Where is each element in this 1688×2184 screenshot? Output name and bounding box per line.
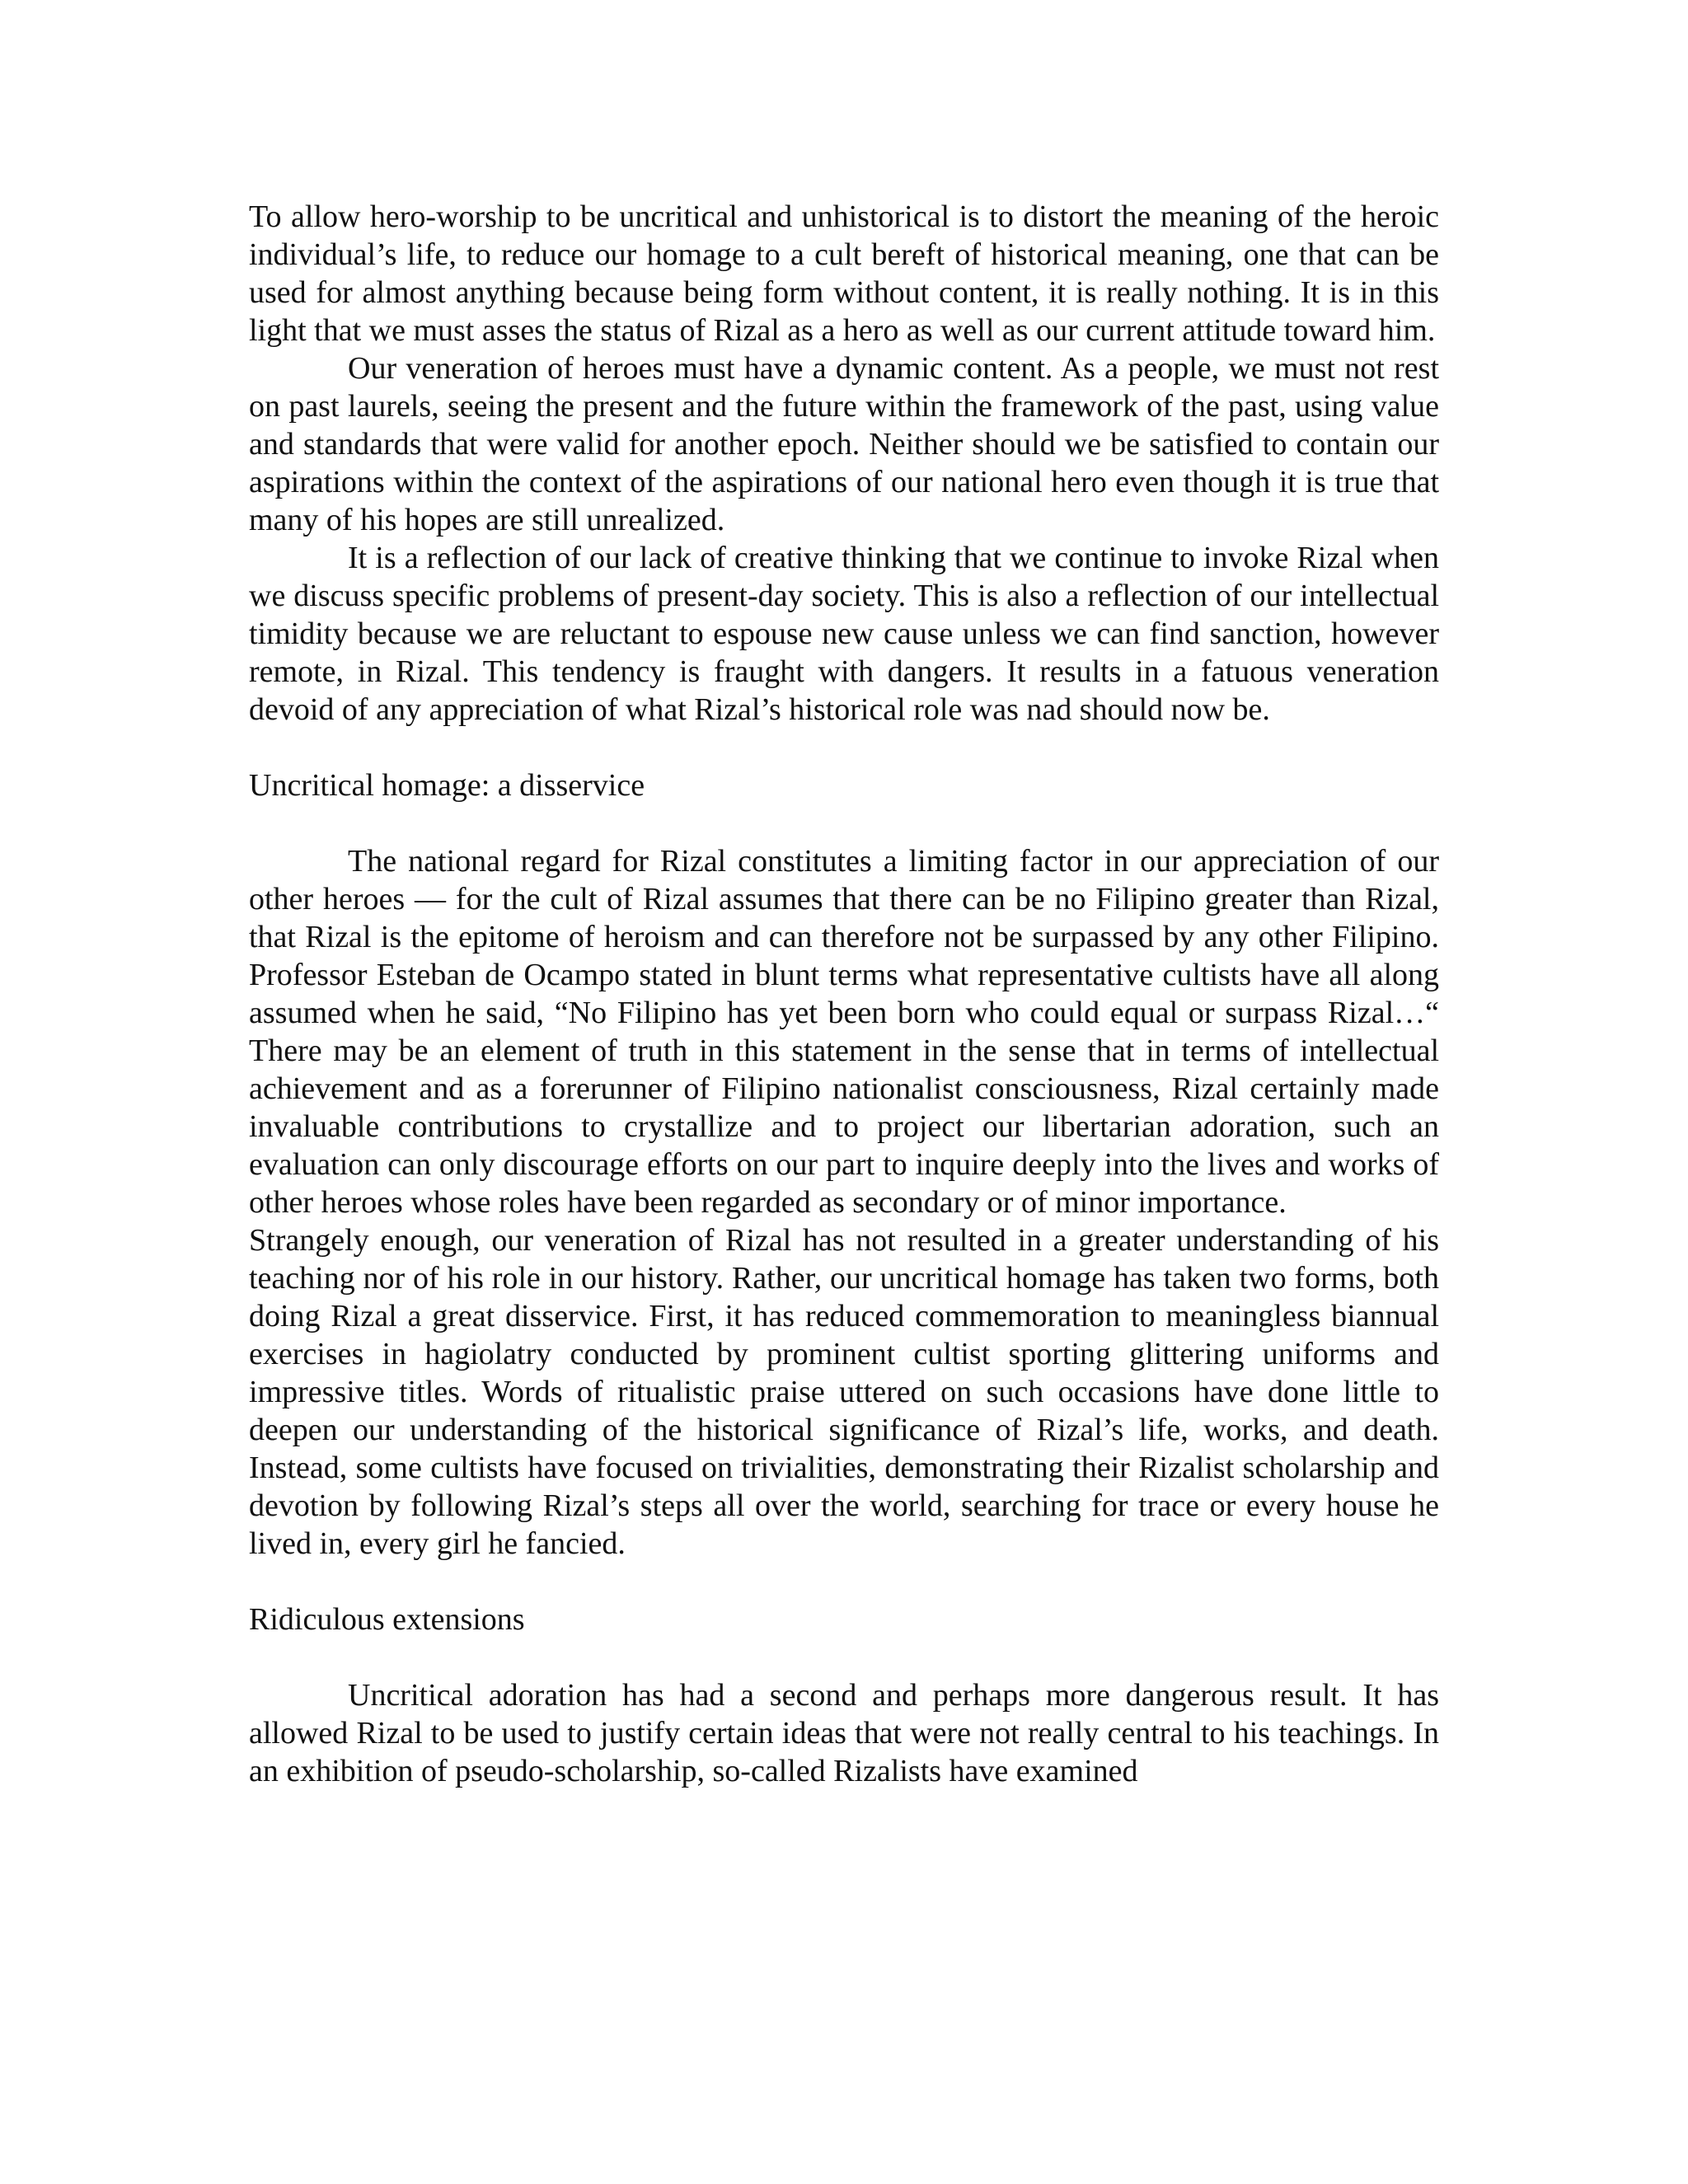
paragraph-hero-worship: To allow hero-worship to be uncritical and unhistorical is to distort the meaning of the heroic individual’s life, to reduce our homage to a cult bereft of historical meaning, one that can be used for almost anything because being form without content, it is really nothing. It is in this light that we must asses the status of Rizal as a hero as well as our current attitude toward him.	[249, 199, 1439, 348]
section-spacer	[249, 804, 1439, 842]
paragraph-strangely-enough: Strangely enough, our veneration of Rizal has not resulted in a greater understanding of his teaching nor of his role in our history. Rather, our uncritical homage has taken two forms, both doing Rizal a great disservice. First, it has reduced commemoration to meaningless biannual exercises in hagiolatry conducted by prominent cultist sporting glittering uniforms and impressive titles. Words of ritualistic praise uttered on such occasions have done little to deepen our understanding of the historical significance of Rizal’s life, works, and death. Instead, some cultists have focused on trivialities, demonstrating their Rizalist scholarship and devotion by following Rizal’s steps all over the world, searching for trace or every house he lived in, every girl he fancied.	[249, 1223, 1439, 1561]
paragraph-uncritical-adoration: Uncritical adoration has had a second and perhaps more dangerous result. It has allowed Rizal to be used to justify certain ideas that were not really central to his teachings. In an exhibition of pseudo-scholarship, so-called Rizalists have examined	[249, 1678, 1439, 1788]
section-spacer	[249, 729, 1439, 766]
paragraph-creative-thinking: It is a reflection of our lack of creative thinking that we continue to invoke Rizal when we discuss specific problems of present-day society. This is also a reflection of our intellectual timidity because we are reluctant to espouse new cause unless we can find sanction, however remote, in Rizal. This tendency is fraught with dangers. It results in a fatuous veneration devoid of any appreciation of what Rizal’s historical role was nad should now be.	[249, 541, 1439, 727]
paragraph-national-regard: The national regard for Rizal constitutes a limiting factor in our appreciation of our other heroes — for the cult of Rizal assumes that there can be no Filipino greater than Rizal, that Rizal is the epitome of heroism and can therefore not be surpassed by any other Filipino. Professor Esteban de Ocampo stated in blunt terms what representative cultists have all along assumed when he said, “No Filipino has yet been born who could equal or surpass Rizal…“ There may be an element of truth in this statement in the sense that in terms of intellectual achievement and as a forerunner of Filipino nationalist consciousness, Rizal certainly made invaluable contributions to crystallize and to project our libertarian adoration, such an evaluation can only discourage efforts on our part to inquire deeply into the lives and works of other heroes whose roles have been regarded as secondary or of minor importance.	[249, 844, 1439, 1220]
section-spacer	[249, 1638, 1439, 1676]
section-heading-uncritical-homage: Uncritical homage: a disservice	[249, 768, 645, 803]
paragraph-dynamic-content: Our veneration of heroes must have a dynamic content. As a people, we must not rest on past laurels, seeing the present and the future within the framework of the past, using value and standards that were valid for another epoch. Neither should we be satisfied to contain our aspirations within the context of the aspirations of our national hero even though it is true that many of his hopes are still unrealized.	[249, 351, 1439, 537]
section-heading-ridiculous-extensions: Ridiculous extensions	[249, 1602, 525, 1637]
section-spacer	[249, 1563, 1439, 1601]
document-body	[249, 198, 1439, 1790]
